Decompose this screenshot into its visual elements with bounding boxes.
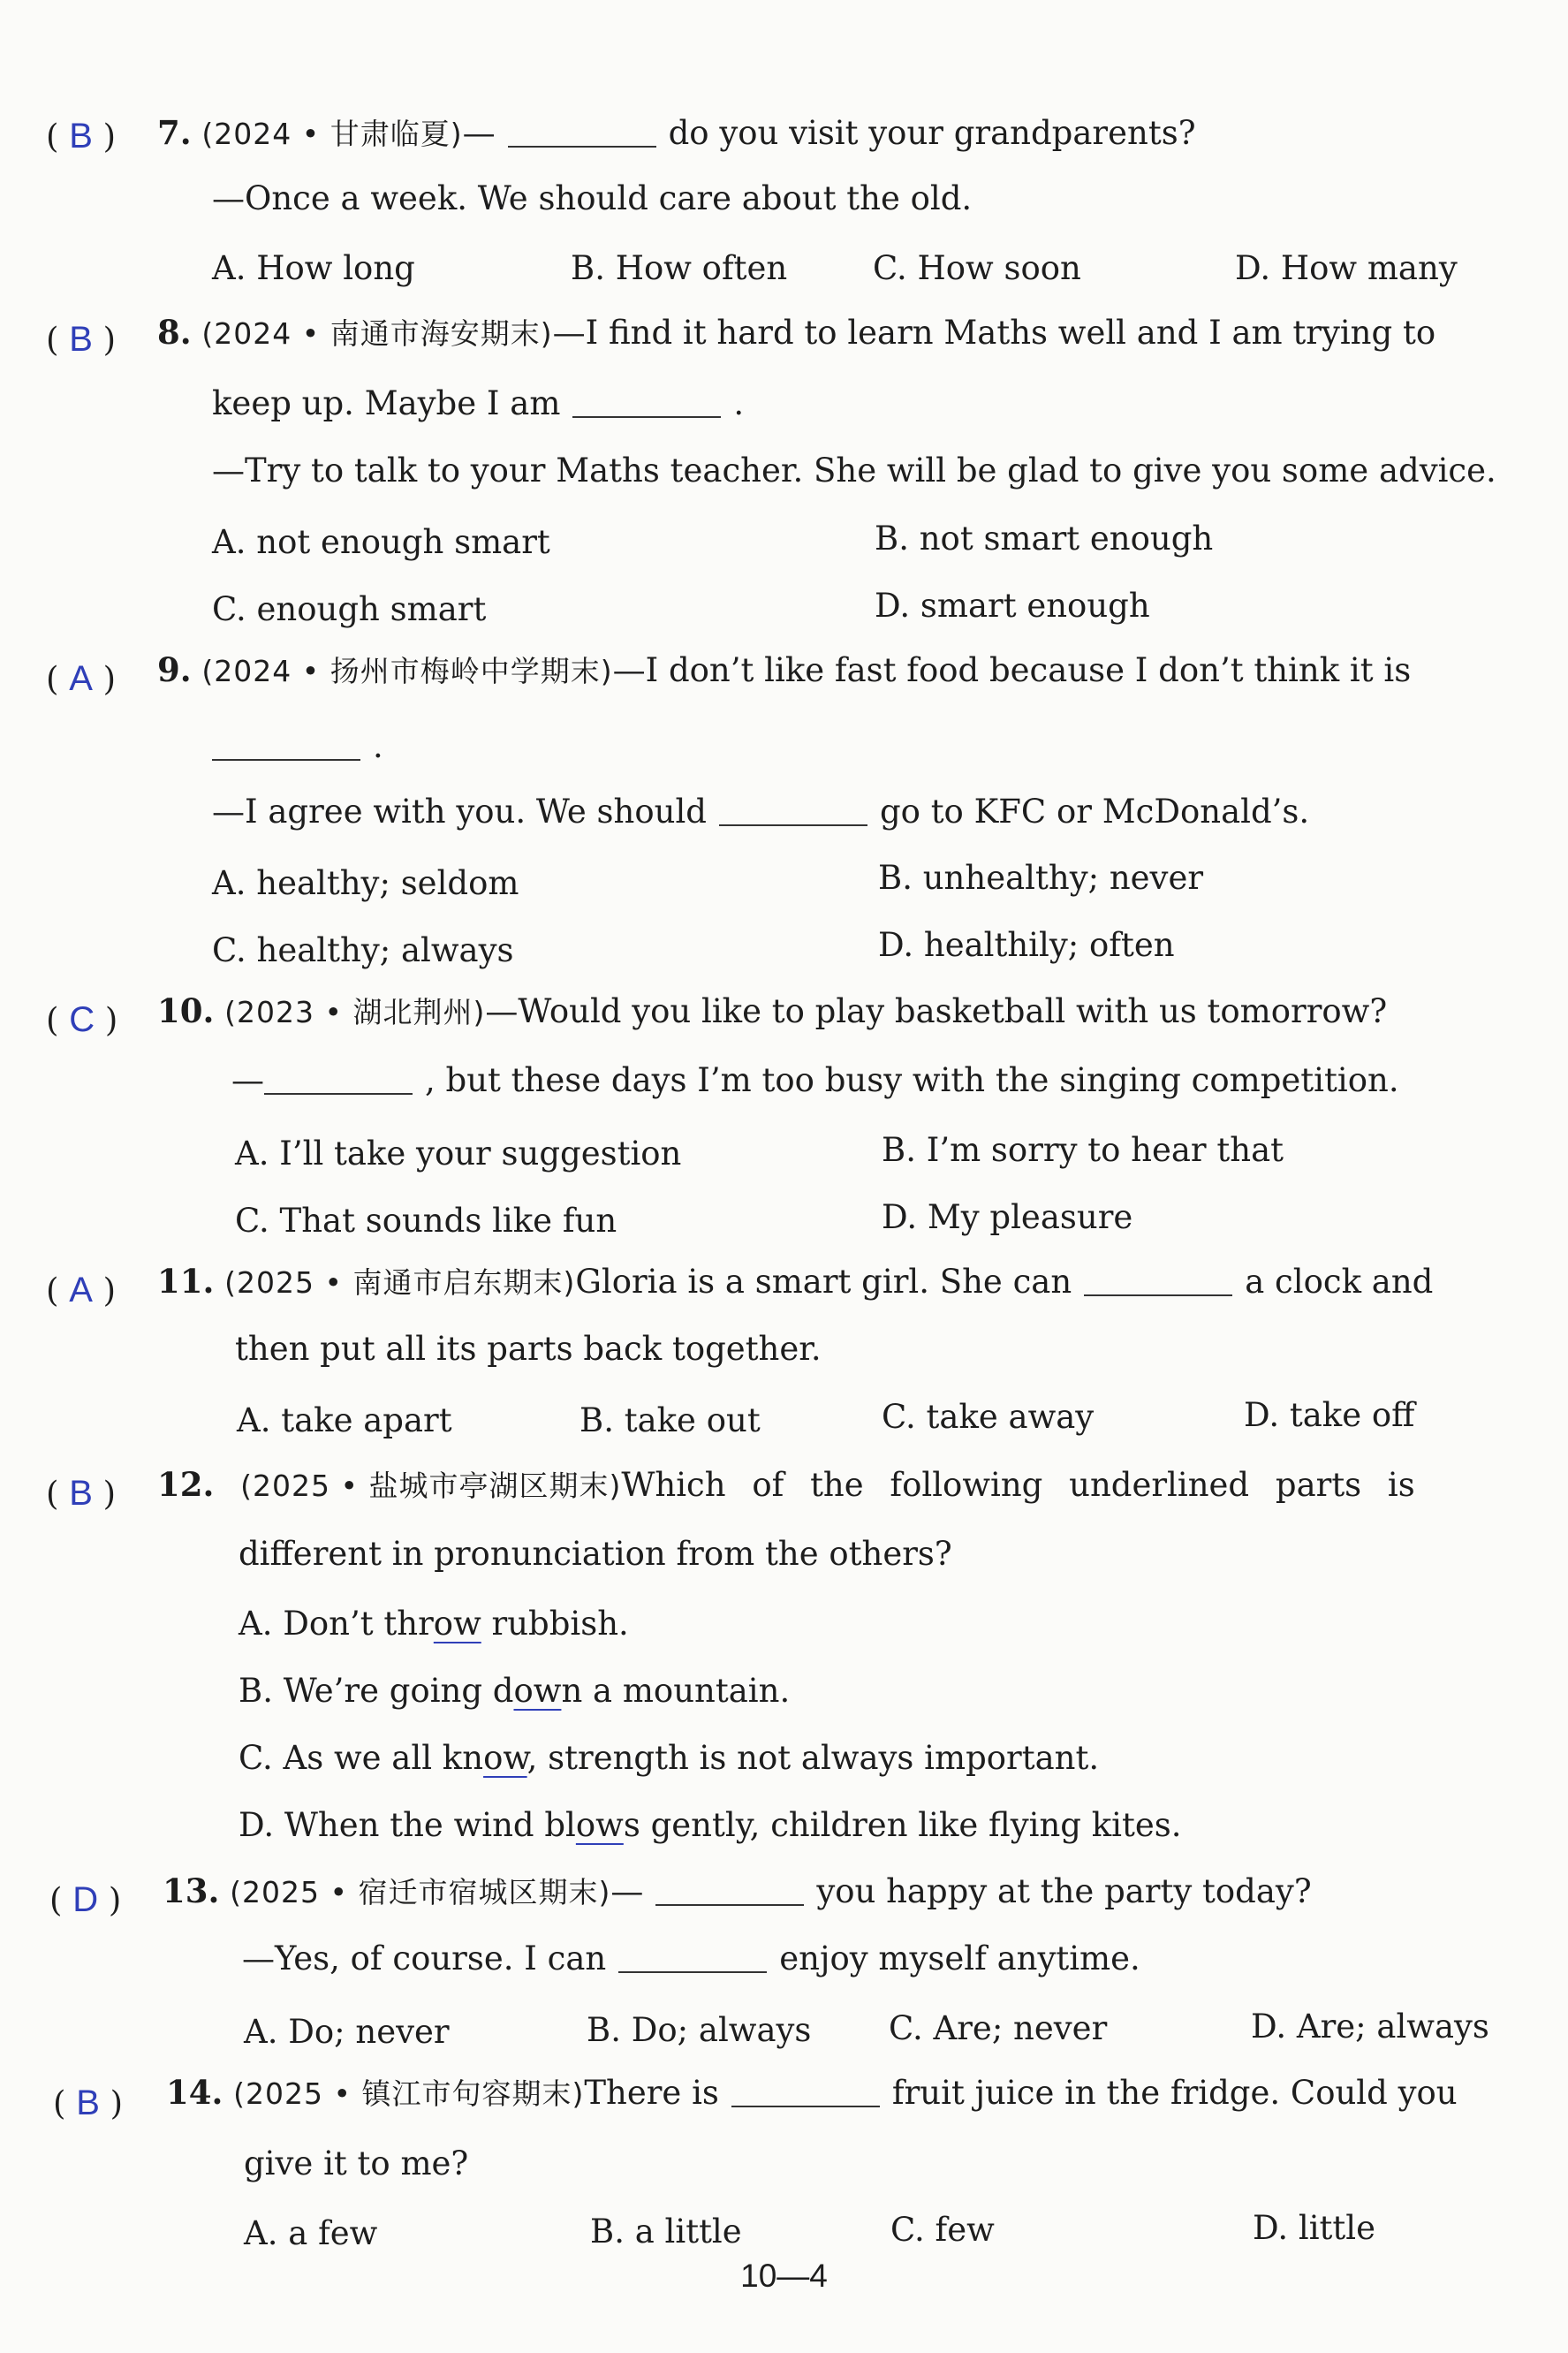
option-c: C. As we all know, strength is not always important. <box>239 1739 1100 1777</box>
question-source: (2023 • 湖北荆州) <box>224 995 486 1029</box>
question-number: 10. <box>157 991 215 1030</box>
answer-paren: ( B ) <box>46 1474 117 1513</box>
answer-paren: ( A ) <box>46 1271 117 1309</box>
option-c: C. enough smart <box>212 590 487 628</box>
question-source: (2025 • 盐城市亭湖区期末) <box>240 1469 622 1503</box>
answer-mark: D <box>72 1880 99 1919</box>
dialogue-line: —Once a week. We should care about the old. <box>212 179 973 217</box>
answer-paren: ( C ) <box>46 1000 118 1039</box>
option-c: C. How soon <box>873 249 1081 287</box>
option-c: C. take away <box>882 1398 1095 1436</box>
dialogue-line: —Yes, of course. I can enjoy myself anytime. <box>242 1939 1140 1977</box>
answer-blank[interactable] <box>1084 1268 1232 1296</box>
option-b: B. a little <box>590 2213 742 2251</box>
answer-mark: A <box>69 659 93 698</box>
answer-mark: B <box>76 2084 100 2122</box>
option-b: B. take out <box>579 1401 761 1439</box>
option-d: D. little <box>1253 2209 1376 2247</box>
question-stem: 9. (2024 • 扬州市梅岭中学期末)—I don’t like fast food because I don’t think it is <box>157 650 1412 689</box>
question-source: (2024 • 扬州市梅岭中学期末) <box>201 654 613 688</box>
question-stem: 8. (2024 • 南通市海安期末)—I find it hard to learn Maths well and I am trying to <box>157 313 1436 352</box>
question-number: 13. <box>163 1871 220 1910</box>
option-b: B. I’m sorry to hear that <box>882 1131 1284 1169</box>
question-stem: 10. (2023 • 湖北荆州)—Would you like to play basketball with us tomorrow? <box>157 991 1388 1030</box>
option-d: D. How many <box>1235 249 1458 287</box>
answer-mark: C <box>69 1000 95 1039</box>
question-number: 12. <box>157 1465 215 1504</box>
question-continuation: different in pronunciation from the others? <box>239 1535 952 1573</box>
answer-paren: ( A ) <box>46 659 117 698</box>
answer-blank[interactable] <box>655 1878 804 1906</box>
question-number: 9. <box>157 650 192 689</box>
question-source: (2024 • 南通市海安期末) <box>201 316 553 351</box>
question-continuation: give it to me? <box>244 2144 469 2182</box>
underlined-part: ow <box>575 1806 624 1844</box>
answer-paren: ( D ) <box>49 1880 122 1919</box>
answer-mark: B <box>69 1474 93 1513</box>
option-c: C. Are; never <box>889 2009 1108 2047</box>
option-b: B. We’re going down a mountain. <box>239 1672 791 1710</box>
underlined-part: ow <box>433 1605 481 1643</box>
option-a: A. a few <box>244 2214 378 2252</box>
option-d: D. Are; always <box>1251 2008 1489 2046</box>
option-d: D. My pleasure <box>882 1198 1133 1236</box>
answer-blank[interactable] <box>212 732 360 761</box>
question-source: (2025 • 宿迁市宿城区期末) <box>230 1875 611 1909</box>
dialogue-line: —I agree with you. We should go to KFC or McDonald’s. <box>212 793 1310 831</box>
question-number: 11. <box>157 1262 215 1301</box>
underlined-part: ow <box>483 1739 527 1777</box>
page-number: 10—4 <box>740 2258 828 2294</box>
answer-paren: ( B ) <box>46 320 117 359</box>
dialogue-line: — , but these days I’m too busy with the singing competition. <box>231 1061 1399 1099</box>
answer-mark: A <box>69 1271 93 1309</box>
answer-mark: B <box>69 117 93 156</box>
option-c: C. healthy; always <box>212 931 514 969</box>
option-b: B. not smart enough <box>875 520 1214 558</box>
answer-blank[interactable] <box>618 1945 767 1973</box>
question-stem: 13. (2025 • 宿迁市宿城区期末)— you happy at the party today? <box>163 1871 1312 1910</box>
question-continuation: then put all its parts back together. <box>235 1330 822 1368</box>
option-a: A. Don’t throw rubbish. <box>239 1605 629 1643</box>
option-a: A. not enough smart <box>212 523 550 561</box>
question-continuation: keep up. Maybe I am . <box>212 384 745 422</box>
answer-mark: B <box>69 320 93 359</box>
question-number: 14. <box>166 2073 223 2112</box>
question-stem: 12. (2025 • 盐城市亭湖区期末)Which of the following underlined parts is <box>157 1465 1415 1504</box>
option-d: D. healthily; often <box>878 926 1175 964</box>
answer-blank[interactable] <box>719 798 867 826</box>
option-d: D. smart enough <box>875 587 1150 625</box>
answer-paren: ( B ) <box>46 117 117 156</box>
question-source: (2024 • 甘肃临夏) <box>201 117 463 151</box>
question-stem: 11. (2025 • 南通市启东期末)Gloria is a smart girl. She can a clock and <box>157 1262 1434 1301</box>
question-number: 7. <box>157 113 192 152</box>
option-a: A. How long <box>212 249 415 287</box>
option-d: D. When the wind blows gently, children like flying kites. <box>239 1806 1182 1844</box>
option-a: A. take apart <box>237 1401 452 1439</box>
option-d: D. take off <box>1244 1396 1415 1434</box>
option-a: A. I’ll take your suggestion <box>235 1135 682 1173</box>
option-b: B. How often <box>571 249 788 287</box>
question-source: (2025 • 镇江市句容期末) <box>233 2076 585 2111</box>
option-a: A. healthy; seldom <box>212 864 519 902</box>
underlined-part: ow <box>513 1672 562 1710</box>
answer-paren: ( B ) <box>53 2084 124 2122</box>
question-stem: 7. (2024 • 甘肃临夏)— do you visit your grandparents? <box>157 113 1196 152</box>
option-b: B. unhealthy; never <box>878 859 1204 897</box>
answer-blank[interactable] <box>731 2079 880 2107</box>
question-continuation: . <box>212 730 383 763</box>
answer-blank[interactable] <box>572 390 721 418</box>
answer-blank[interactable] <box>508 119 656 148</box>
option-b: B. Do; always <box>587 2011 812 2049</box>
option-c: C. few <box>890 2211 995 2249</box>
option-c: C. That sounds like fun <box>235 1202 617 1240</box>
question-source: (2025 • 南通市启东期末) <box>224 1265 576 1300</box>
question-number: 8. <box>157 313 192 352</box>
answer-blank[interactable] <box>264 1066 413 1095</box>
question-stem: 14. (2025 • 镇江市句容期末)There is fruit juice in the fridge. Could you <box>166 2073 1458 2112</box>
option-a: A. Do; never <box>244 2013 450 2051</box>
dialogue-line: —Try to talk to your Maths teacher. She will be glad to give you some advice. <box>212 452 1496 490</box>
